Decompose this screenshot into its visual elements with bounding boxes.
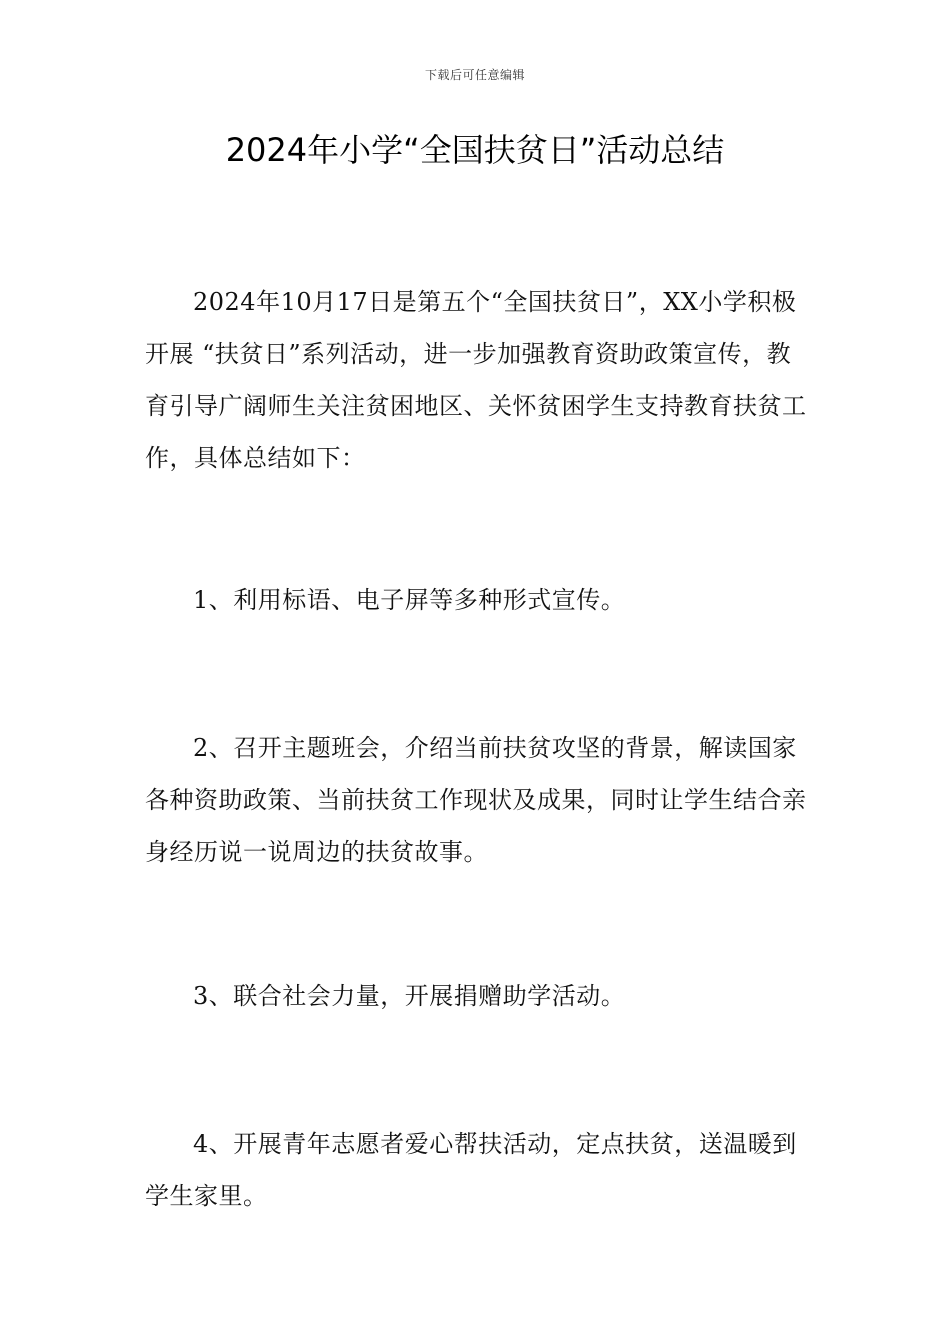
- list-item-4: 4、开展青年志愿者爱心帮扶活动，定点扶贫，送温暖到学生家里。: [145, 1130, 797, 1210]
- list-item-2: 2、召开主题班会，介绍当前扶贫攻坚的背景，解读国家各种资助政策、当前扶贫工作现状及成果，同时让学生结合亲身经历说一说周边的扶贫故事。: [145, 734, 807, 866]
- header-note: 下载后可任意编辑: [424, 68, 525, 82]
- list-item-3: 3、联合社会力量，开展捐赠助学活动。: [193, 982, 626, 1010]
- document-title: 2024年小学“全国扶贫日”活动总结: [225, 131, 725, 169]
- list-item-1: 1、利用标语、电子屏等多种形式宣传。: [193, 586, 626, 614]
- intro-paragraph: 2024年10月17日是第五个“全国扶贫日”，XX小学积极开展 “扶贫日”系列活动，进一步加强教育资助政策宣传，教育引导广阔师生关注贫困地区、关怀贫困学生支持教育扶贫工作，具体总结如下：: [145, 288, 807, 472]
